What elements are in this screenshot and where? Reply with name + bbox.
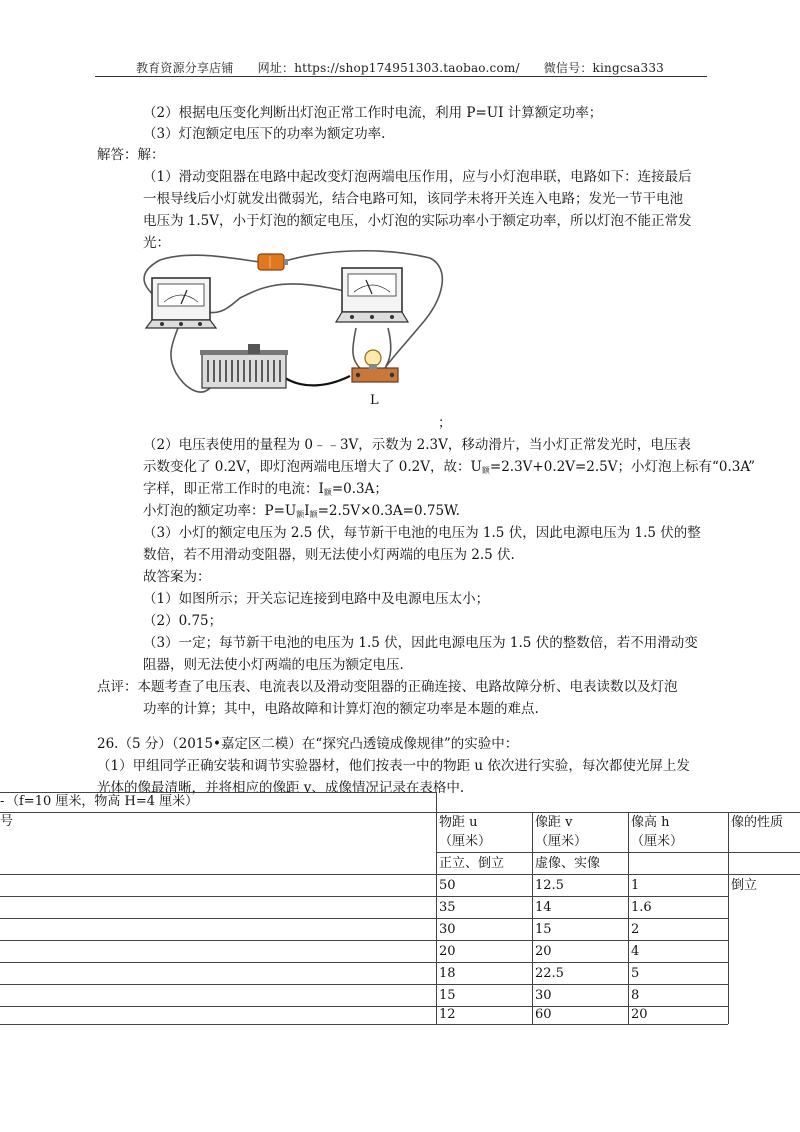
cell-v: 22.5 <box>535 966 564 981</box>
table-caption: （f=10 厘米，物高 H=4 厘米） <box>6 794 199 809</box>
solution-p1-line-3: 电压为 1.5V，小于灯泡的额定电压，小灯泡的实际功率小于额定功率，所以灯泡不能正常发 <box>143 213 692 229</box>
question-26-line-1: （1）甲组同学正确安装和调节实验器材，他们按表一中的物距 u 依次进行实验，每次都使光屏上发 <box>97 758 690 774</box>
solution-p1-line-1: （1）滑动变阻器在电路中起改变灯泡两端电压作用，应与小灯泡串联，电路如下：连接最后 <box>143 169 692 185</box>
analysis-line-2: （2）根据电压变化判断出灯泡正常工作时电流，利用 P=UI 计算额定功率； <box>143 105 603 121</box>
voltmeter-icon <box>336 268 408 322</box>
cell-orientation: 倒立 <box>731 878 758 893</box>
comment-line-2: 功率的计算；其中，电路故障和计算灯泡的额定功率是本题的难点. <box>143 701 539 717</box>
analysis-line-3: （3）灯泡额定电压下的功率为额定功率. <box>143 126 386 142</box>
cell-u: 15 <box>439 988 456 1003</box>
answer-3-line-1: （3）一定；每节新干电池的电压为 1.5 伏，因此电源电压为 1.5 伏的整数倍，若不用滑动变 <box>143 635 698 651</box>
answer-1: （1）如图所示；开关忘记连接到电路中及电源电压太小； <box>143 591 490 607</box>
cell-v: 30 <box>535 988 552 1003</box>
comment-line-1: 点评：本题考查了电压表、电流表以及滑动变阻器的正确连接、电路故障分析、电表读数以及灯泡 <box>97 679 678 695</box>
header-h-2: （厘米） <box>631 834 684 849</box>
cell-v: 14 <box>535 900 552 915</box>
header-v-1: 像距 v <box>535 815 573 830</box>
ammeter-icon <box>146 278 216 328</box>
cell-u: 50 <box>439 878 456 893</box>
solution-p2-line-3: 字样，即正常工作时的电流：$I_额=0.3A$； <box>143 481 388 497</box>
cell-u: 20 <box>439 944 456 959</box>
cell-v: 15 <box>535 922 552 937</box>
shop-name: 教育资源分享店铺 <box>135 61 234 75</box>
answer-label: 故答案为： <box>143 569 211 585</box>
answer-3-line-2: 阻器，则无法使小灯两端的电压为额定电压. <box>143 657 404 673</box>
header-virtual: 虚像、实像 <box>535 856 601 871</box>
table-left-stub: - <box>0 794 5 809</box>
shop-url[interactable]: 网址：https://shop174951303.taobao.com/ <box>257 61 520 75</box>
cell-h: 8 <box>631 988 640 1003</box>
wechat-id: 微信号：kingcsa333 <box>543 61 664 75</box>
solution-p2-line-1: （2）电压表使用的量程为 0﹣﹣3V，示数为 2.3V，移动滑片，当小灯正常发光时，电压表 <box>143 437 691 453</box>
cell-u: 12 <box>439 1007 456 1022</box>
diagram-semicolon: ； <box>438 415 452 431</box>
cell-h: 20 <box>631 1007 648 1022</box>
bulb-label: L <box>370 393 379 408</box>
battery-icon <box>258 254 288 270</box>
header-h-1: 像高 h <box>631 815 670 830</box>
solution-p1-line-4: 光： <box>143 235 170 251</box>
header-divider <box>95 76 707 77</box>
table-stub-char: 号 <box>0 814 14 829</box>
solution-p3-line-2: 数倍，若不用滑动变阻器，则无法使小灯两端的电压为 2.5 伏. <box>143 547 515 563</box>
cell-v: 12.5 <box>535 878 564 893</box>
rheostat-icon <box>200 344 288 388</box>
header-v-2: （厘米） <box>535 834 588 849</box>
header-nature: 像的性质 <box>731 815 784 830</box>
cell-u: 18 <box>439 966 456 981</box>
cell-h: 5 <box>631 966 640 981</box>
solution-p1-line-2: 一根导线后小灯就发出微弱光，结合电路可知，该同学未将开关连入电路；发光一节干电池 <box>143 191 683 207</box>
header-u-1: 物距 u <box>439 815 478 830</box>
solution-p2-line-2: 示数变化了 0.2V，即灯泡两端电压增大了 0.2V，故：$U_额=2.3V+0.2V=2.5V$；小灯泡上标有“0.3A” <box>143 459 756 475</box>
question-26-title: 26.（5 分）（2015•嘉定区二模）在“探究凸透镜成像规律”的实验中： <box>97 736 519 752</box>
cell-u: 30 <box>439 922 456 937</box>
cell-v: 60 <box>535 1007 552 1022</box>
solution-p3-line-1: （3）小灯的额定电压为 2.5 伏，每节新干电池的电压为 1.5 伏，因此电源电压为 1.5 伏的整 <box>143 525 701 541</box>
solution-label: 解答：解： <box>97 147 165 163</box>
solution-p2-line-4: 小灯泡的额定功率：$P=U_额I_额=2.5V\times 0.3A=0.75W$. <box>143 503 460 519</box>
header-u-2: （厘米） <box>439 834 492 849</box>
question-26-line-2: 光体的像最清晰，并将相应的像距 v、成像情况记录在表格中. <box>97 780 465 796</box>
cell-u: 35 <box>439 900 456 915</box>
cell-v: 20 <box>535 944 552 959</box>
cell-h: 1 <box>631 878 640 893</box>
circuit-diagram <box>130 248 450 418</box>
cell-h: 1.6 <box>631 900 652 915</box>
page-header <box>0 59 800 76</box>
cell-h: 4 <box>631 944 640 959</box>
cell-h: 2 <box>631 922 640 937</box>
answer-2: （2）0.75； <box>143 613 223 629</box>
header-upright: 正立、倒立 <box>439 856 505 871</box>
